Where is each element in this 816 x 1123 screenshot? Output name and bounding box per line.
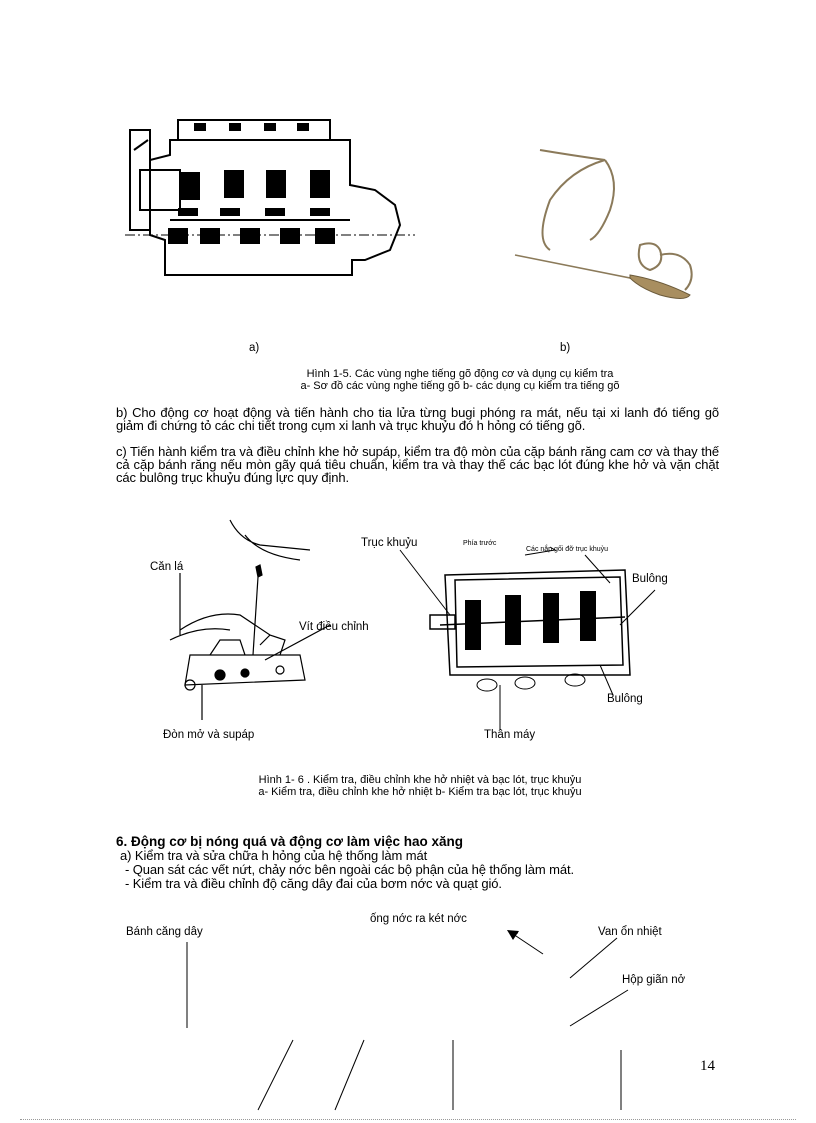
label-bulong-top: Bulông [632, 573, 668, 585]
label-than-may: Thân máy [484, 729, 536, 741]
caption-line-1: Hình 1- 6 . Kiểm tra, điều chỉnh khe hở nhiệt và bạc lót, trục khuỷu [258, 774, 582, 786]
paragraph-b: b) Cho động cơ hoạt động và tiến hành cho tia lửa từng bugi phóng ra mát, nếu tại xi lanh đó tiếng gõ giảm đi chứng tỏ các chi tiết trong cụm xi lanh và trục khuỷu đó h hỏng có tiếng gõ. [116, 405, 719, 433]
caption-line-1: Hình 1-5. Các vùng nghe tiếng gõ động cơ và dụng cụ kiểm tra [306, 368, 614, 380]
label-phia-truoc: Phía trước [463, 540, 497, 547]
caption-line-2: a- Sơ đồ các vùng nghe tiếng gõ b- các dụng cụ kiểm tra tiếng gõ [300, 380, 620, 392]
label-van-on-nhiet: Van ổn nhiệt [598, 926, 662, 938]
label-truc-khuyu: Trục khuỷu [361, 537, 418, 549]
label-ong-nuoc-ra-ket-nuoc: ống nớc ra két nớc [370, 913, 467, 925]
page-number: 14 [700, 1058, 715, 1074]
label-can-la: Căn lá [150, 561, 184, 573]
paragraph-c: c) Tiến hành kiểm tra và điều chỉnh khe hở supáp, kiểm tra độ mòn của cặp bánh răng cam cơ và thay thế cả cặp bánh răng nếu mòn gãy quá tiêu chuẩn, kiểm tra và thay thế các bạc lót đúng khe hở và vặn chặt các bulông trục khuỷu đúng lực quy định. [116, 444, 719, 485]
section-6-bullet-2: - Kiểm tra và điều chỉnh độ căng dây đai của bơm nớc và quạt gió. [125, 876, 502, 891]
label-vit-dieu-chinh: Vít điều chỉnh [299, 621, 369, 633]
label-don-mo-supap: Đòn mở và supáp [163, 729, 255, 741]
page-bottom-divider [20, 1119, 796, 1120]
section-6-item-a: a) Kiểm tra và sửa chữa h hỏng của hệ thống làm mát [120, 848, 428, 863]
section-6-heading: 6. Động cơ bị nóng quá và động cơ làm việc hao xăng [116, 834, 463, 849]
label-cac-nap-goi: Các nắp gối đỡ trục khuỷu [526, 546, 609, 553]
figure-label-b: b) [560, 342, 571, 354]
caption-line-2: a- Kiểm tra, điều chỉnh khe hở nhiệt b- Kiểm tra bạc lót, trục khuỷu [258, 786, 582, 798]
section-6-bullet-1: - Quan sát các vết nứt, chảy nớc bên ngoài các bộ phận của hệ thống làm mát. [125, 862, 575, 877]
label-bulong-bottom: Bulông [607, 693, 643, 705]
label-banh-cang-day: Bánh căng dây [126, 926, 203, 938]
figure-label-a: a) [249, 342, 260, 354]
label-hop-gian-no: Hộp giãn nở [622, 974, 686, 986]
